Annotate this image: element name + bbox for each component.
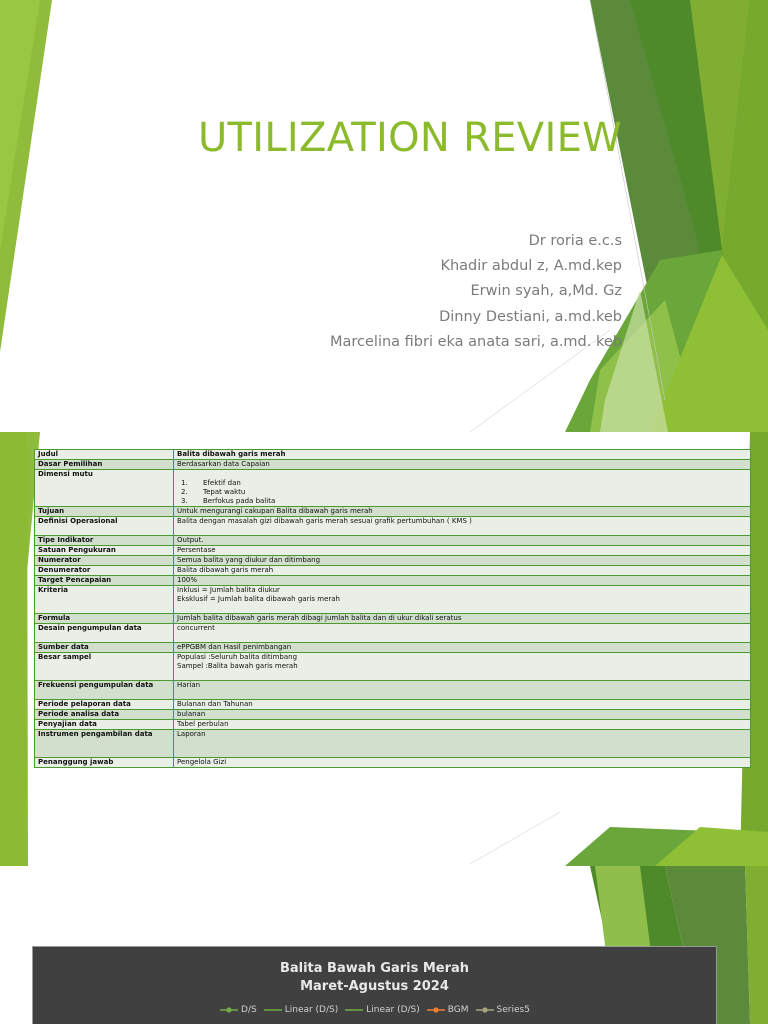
legend-label: Series5: [496, 1005, 530, 1015]
table-row: [35, 730, 751, 758]
author-list: [330, 229, 622, 355]
row-value: [174, 730, 751, 758]
row-value: [174, 614, 751, 624]
list-item: 3. Berfokus pada balita: [181, 497, 276, 505]
row-value-line: Bulanan dan Tahunan: [177, 700, 253, 708]
row-label: Penanggung jawab: [35, 758, 174, 768]
slide-title: UTILIZATION REVIEW: [197, 115, 622, 161]
row-value-line: Balita dengan masalah gizi dibawah garis merah sesuai grafik pertumbuhan ( KMS ): [177, 517, 472, 525]
legend-swatch: [426, 1006, 446, 1014]
list-item: 1. Efektif dan: [181, 479, 241, 487]
row-label: Frekuensi pengumpulan data: [35, 681, 174, 700]
row-label: Besar sampel: [35, 653, 174, 681]
row-value: [174, 576, 751, 586]
row-value-line: Output.: [177, 536, 204, 544]
row-value: [174, 556, 751, 566]
green-facets-decoration: [0, 0, 768, 432]
row-value-line: Balita dibawah garis merah: [177, 450, 286, 458]
row-value-line: Untuk mengurangi cakupan Balita dibawah garis merah: [177, 507, 373, 515]
row-value-line: [177, 671, 747, 680]
author-name: Erwin syah, a,Md. Gz: [470, 283, 622, 300]
row-value: [174, 681, 751, 700]
table-row: [35, 556, 751, 566]
legend-label: BGM: [447, 1005, 469, 1015]
table-row: [35, 536, 751, 546]
row-value: [174, 517, 751, 536]
row-value: [174, 653, 751, 681]
row-value-line: concurrent: [177, 624, 215, 632]
row-label: Tipe Indikator: [35, 536, 174, 546]
row-label: Periode pelaporan data: [35, 700, 174, 710]
table-row: [35, 710, 751, 720]
row-value-line: [177, 604, 747, 613]
legend-entry: [426, 1005, 469, 1015]
legend-swatch: [263, 1006, 283, 1014]
table-row: [35, 653, 751, 681]
row-value: [174, 507, 751, 517]
row-label: Kriteria: [35, 586, 174, 614]
row-value: [174, 546, 751, 556]
chart-slide: [0, 866, 768, 1024]
row-value-line: [177, 633, 747, 642]
row-value: [174, 536, 751, 546]
list-item: 2. Tepat waktu: [181, 488, 246, 496]
table-row: [35, 643, 751, 653]
row-value: [174, 758, 751, 768]
row-value: [174, 586, 751, 614]
table-row: [35, 758, 751, 768]
author-name: Dinny Destiani, a.md.keb: [439, 308, 622, 325]
author-name: Dr roria e.c.s: [528, 233, 622, 249]
row-value: [174, 710, 751, 720]
author-name: Marcelina fibri eka anata sari, a.md. keb: [329, 333, 622, 350]
row-value: [174, 643, 751, 653]
indicator-table-slide: [0, 432, 768, 866]
row-value-line: Harian: [177, 681, 201, 689]
row-label: Instrumen pengambilan data: [35, 730, 174, 758]
row-label: Dasar Pemilihan: [35, 460, 174, 470]
row-value: [174, 720, 751, 730]
table-row: [35, 624, 751, 643]
table-row: [35, 720, 751, 730]
table-row: [35, 546, 751, 556]
row-value-line: 100%: [177, 576, 198, 584]
row-label: Denumerator: [35, 566, 174, 576]
table-row: [35, 517, 751, 536]
row-value: [174, 700, 751, 710]
legend-entry: [344, 1005, 420, 1015]
row-value-line: Sampel :Balita bawah garis merah: [177, 662, 298, 670]
row-value-line: Balita dibawah garis merah: [177, 566, 274, 574]
table-row: [35, 700, 751, 710]
chart-title: [33, 960, 716, 996]
table-row: [35, 460, 751, 470]
table-row: [35, 450, 751, 460]
legend-label: Linear (D/S): [366, 1005, 420, 1015]
legend-entry: [475, 1005, 530, 1015]
row-label: Periode analisa data: [35, 710, 174, 720]
table-row: [35, 681, 751, 700]
legend-label: D/S: [241, 1005, 257, 1015]
row-value-line: [177, 526, 747, 535]
title-slide: [0, 0, 768, 432]
row-value-line: Laporan: [177, 730, 206, 738]
row-value: [174, 624, 751, 643]
table-row: [35, 614, 751, 624]
row-label: Satuan Pengukuran: [35, 546, 174, 556]
row-label: Definisi Operasional: [35, 517, 174, 536]
row-value-line: Populasi :Seluruh balita ditimbang: [177, 653, 298, 661]
row-value-line: Jumlah balita dibawah garis merah dibagi jumlah balita dan di ukur dikali seratus: [177, 614, 462, 622]
chart-title-line: Maret-Agustus 2024: [300, 979, 449, 994]
row-value: [174, 566, 751, 576]
author-name: Khadir abdul z, A.md.kep: [440, 258, 622, 275]
row-value-line: Berdasarkan data Capaian: [177, 460, 270, 468]
bgm-chart: [32, 946, 717, 1024]
row-value-line: ePPGBM dan Hasil penimbangan: [177, 643, 292, 651]
row-value: [174, 470, 751, 507]
row-label: Sumber data: [35, 643, 174, 653]
legend-entry: [263, 1005, 339, 1015]
chart-legend: [33, 1005, 716, 1015]
legend-swatch: [344, 1006, 364, 1014]
legend-swatch: [475, 1006, 495, 1014]
row-value: [174, 450, 751, 460]
legend-swatch: [219, 1006, 239, 1014]
row-value-line: [177, 690, 747, 699]
indicator-profile-table: [34, 449, 751, 768]
chart-title-line: Balita Bawah Garis Merah: [279, 961, 470, 976]
row-value: [174, 460, 751, 470]
row-value-line: [177, 748, 747, 757]
row-value-line: bulanan: [177, 710, 206, 718]
legend-entry: [219, 1005, 257, 1015]
legend-label: Linear (D/S): [284, 1005, 339, 1015]
table-row: [35, 586, 751, 614]
table-row: [35, 507, 751, 517]
row-value-line: [177, 470, 747, 479]
row-label: Target Pencapaian: [35, 576, 174, 586]
row-value-line: Tabel perbulan: [177, 720, 229, 728]
row-value-line: Semua balita yang diukur dan ditimbang: [177, 556, 321, 564]
table-row: [35, 566, 751, 576]
table-row: [35, 576, 751, 586]
table-row: [35, 470, 751, 507]
row-label: Penyajian data: [35, 720, 174, 730]
row-label: Numerator: [35, 556, 174, 566]
row-label: Tujuan: [35, 507, 174, 517]
row-value-line: Persentase: [177, 546, 216, 554]
row-value-line: Eksklusif = Jumlah balita dibawah garis merah: [177, 595, 340, 603]
row-label: Desain pengumpulan data: [35, 624, 174, 643]
row-label: Judul: [35, 450, 174, 460]
row-label: Dimensi mutu: [35, 470, 174, 507]
row-value-line: Inklusi = Jumlah balita diukur: [177, 586, 280, 594]
row-value-line: Pengelola Gizi: [177, 758, 227, 766]
row-label: Formula: [35, 614, 174, 624]
row-value-line: [177, 739, 747, 748]
